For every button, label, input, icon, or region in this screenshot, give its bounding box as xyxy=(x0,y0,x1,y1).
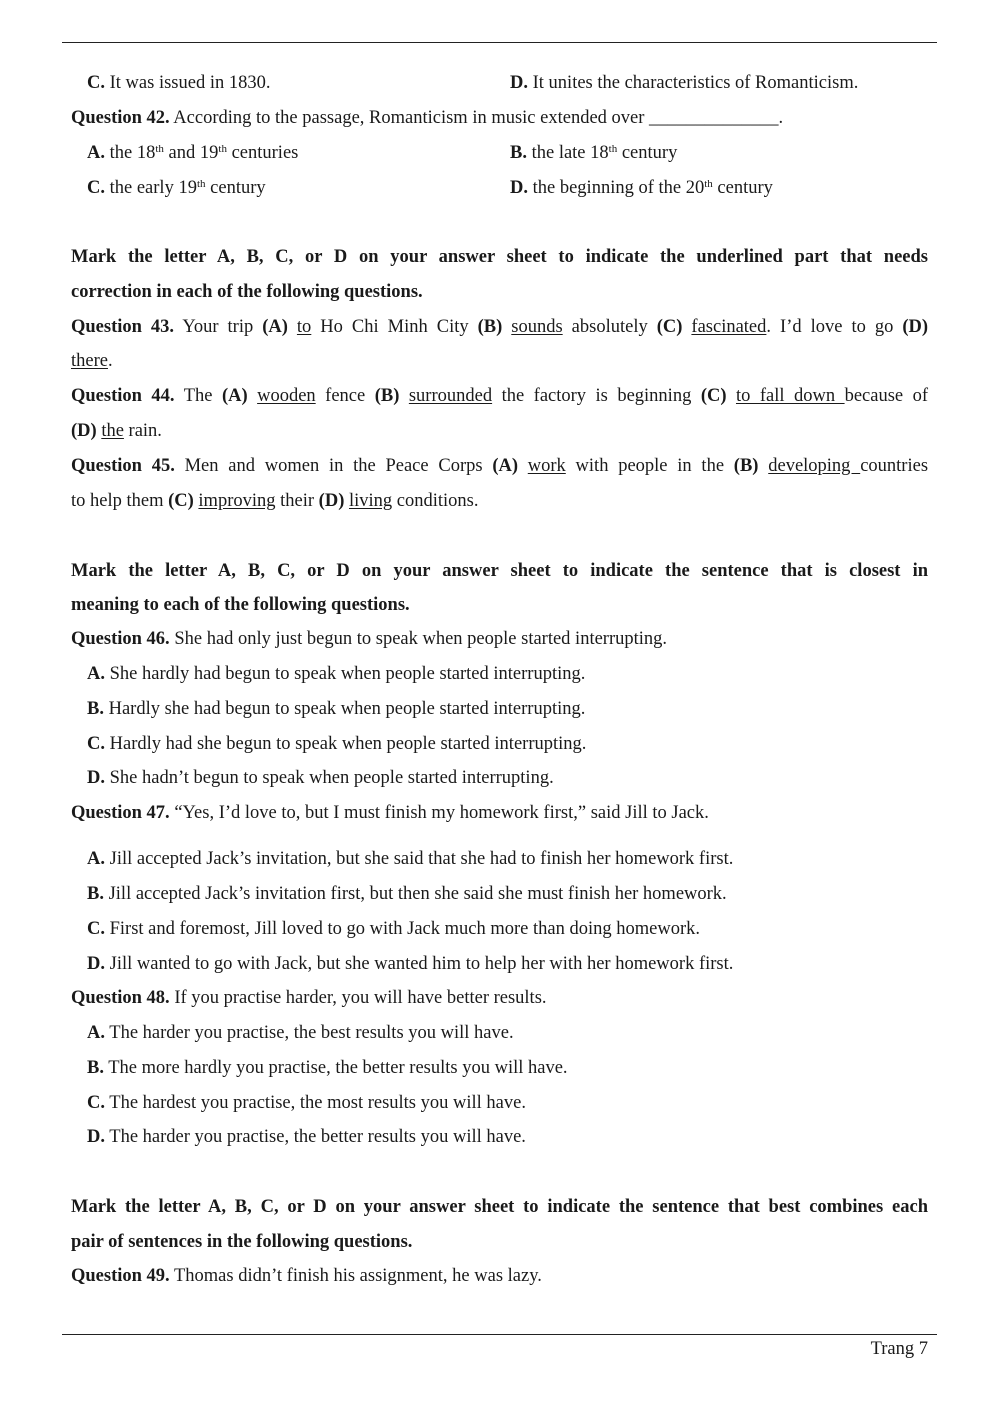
q48-option-b: B. The more hardly you practise, the better results you will have. xyxy=(87,1058,568,1078)
section-combine-instruction-line2: pair of sentences in the following questions. xyxy=(71,1232,413,1252)
section-meaning-instruction-line2: meaning to each of the following questions. xyxy=(71,595,410,615)
section-meaning-instruction-line1: Mark the letter A, B, C, or D on your answer sheet to indicate the sentence that is closest in xyxy=(71,561,928,581)
q46-option-a: A. She hardly had begun to speak when people started interrupting. xyxy=(87,664,586,684)
q43-line2: there. xyxy=(71,351,113,371)
q43-line1: Question 43. Your trip (A) to Ho Chi Minh City (B) sounds absolutely (C) fascinated. I’d love to go (D) xyxy=(71,317,929,337)
q46-stem: Question 46. She had only just begun to speak when people started interrupting. xyxy=(71,629,668,649)
q48-option-c: C. The hardest you practise, the most results you will have. xyxy=(87,1093,526,1113)
q47-option-c: C. First and foremost, Jill loved to go with Jack much more than doing homework. xyxy=(87,919,700,939)
page-number: Trang 7 xyxy=(870,1339,928,1359)
section-error-instruction-line1: Mark the letter A, B, C, or D on your answer sheet to indicate the underlined part that needs xyxy=(71,247,928,267)
q47-option-d: D. Jill wanted to go with Jack, but she wanted him to help her with her homework first. xyxy=(87,954,734,974)
q42-stem: Question 42. According to the passage, Romanticism in music extended over ______________. xyxy=(71,108,784,128)
q47-option-b: B. Jill accepted Jack’s invitation first, but then she said she must finish her homework. xyxy=(87,884,727,904)
header-rule xyxy=(62,42,937,43)
q41-option-d: D. It unites the characteristics of Romanticism. xyxy=(510,73,859,93)
q46-option-d: D. She hadn’t begun to speak when people started interrupting. xyxy=(87,768,554,788)
q42-option-b: B. the late 18th century xyxy=(510,143,678,163)
q42-option-c: C. the early 19th century xyxy=(87,178,266,198)
q45-line2: to help them (C) improving their (D) living conditions. xyxy=(71,491,479,511)
q46-option-b: B. Hardly she had begun to speak when people started interrupting. xyxy=(87,699,586,719)
q45-line1: Question 45. Men and women in the Peace Corps (A) work with people in the (B) developing countries xyxy=(71,456,929,476)
q47-option-a: A. Jill accepted Jack’s invitation, but she said that she had to finish her homework first. xyxy=(87,849,734,869)
q42-option-d: D. the beginning of the 20th century xyxy=(510,178,773,198)
q48-option-d: D. The harder you practise, the better results you will have. xyxy=(87,1127,526,1147)
q44-line1: Question 44. The (A) wooden fence (B) surrounded the factory is beginning (C) to fall down because of xyxy=(71,386,929,406)
section-combine-instruction-line1: Mark the letter A, B, C, or D on your answer sheet to indicate the sentence that best combines each xyxy=(71,1197,928,1217)
q47-stem: Question 47. “Yes, I’d love to, but I must finish my homework first,” said Jill to Jack. xyxy=(71,803,709,823)
section-error-instruction-line2: correction in each of the following questions. xyxy=(71,282,423,302)
q48-stem: Question 48. If you practise harder, you will have better results. xyxy=(71,988,547,1008)
q42-option-a: A. the 18th and 19th centuries xyxy=(87,143,299,163)
q46-option-c: C. Hardly had she begun to speak when people started interrupting. xyxy=(87,734,587,754)
q49-stem: Question 49. Thomas didn’t finish his assignment, he was lazy. xyxy=(71,1266,542,1286)
q41-option-c: C. It was issued in 1830. xyxy=(87,73,271,93)
q44-line2: (D) the rain. xyxy=(71,421,162,441)
q48-option-a: A. The harder you practise, the best results you will have. xyxy=(87,1023,514,1043)
footer-rule xyxy=(62,1334,937,1335)
